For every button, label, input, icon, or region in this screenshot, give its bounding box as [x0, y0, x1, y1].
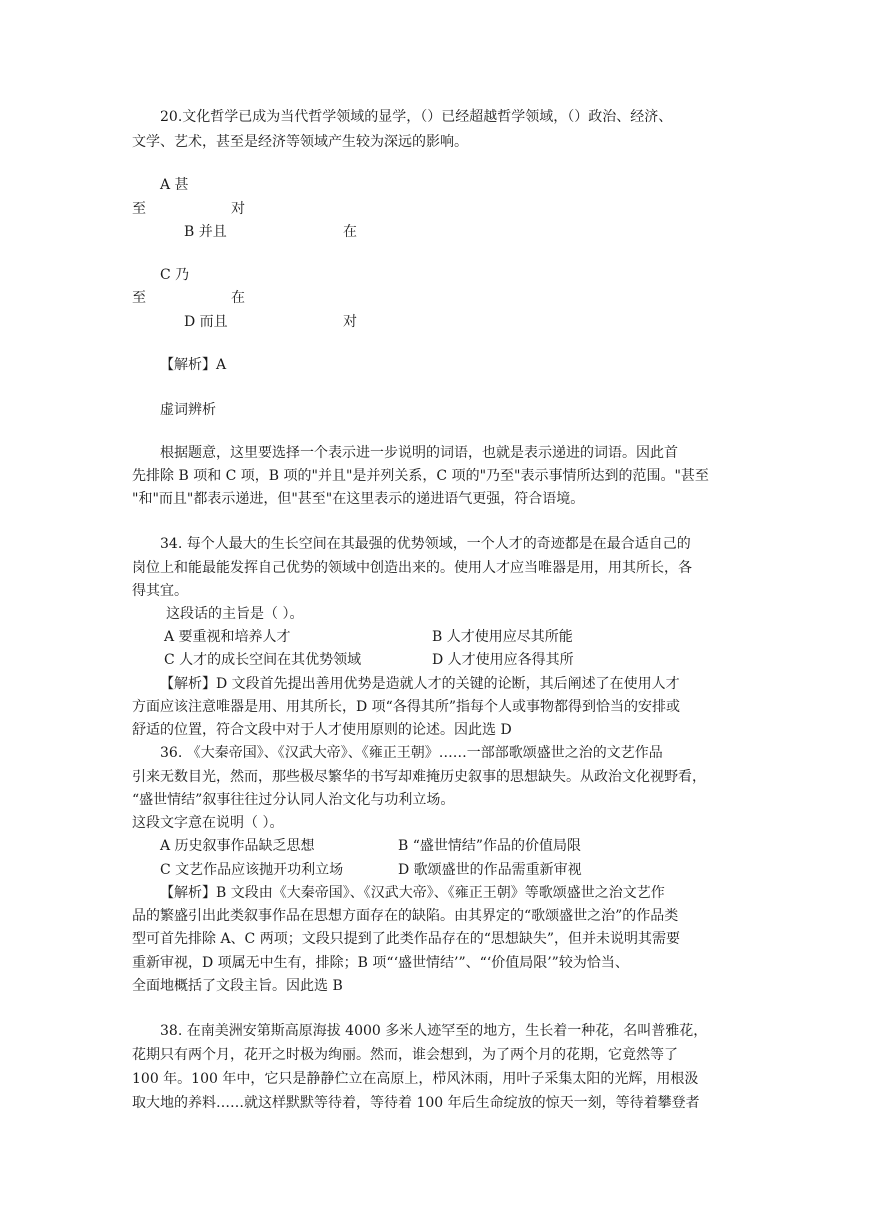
q20-stem-line-2: 文学、艺术，甚至是经济等领域产生较为深远的影响。	[132, 134, 468, 150]
q36-question: 这段文字意在说明（ ）。	[132, 815, 284, 831]
q20-option-d-second-word: 对	[343, 314, 357, 330]
q34-option-c: C 人才的成长空间在其优势领域	[164, 652, 362, 668]
q36-explanation-line-1: 【解析】B 文段由《大秦帝国》、《汉武大帝》、《雍正王朝》等歌颂盛世之治文艺作	[160, 885, 665, 901]
q20-option-c: C 乃	[160, 267, 190, 283]
q34-explanation-line-1: 【解析】D 文段首先提出善用优势是造就人才的关键的论断，其后阐述了在使用人才	[160, 676, 680, 692]
q34-explanation-line-2: 方面应该注意唯器是用、用其所长，D 项“各得其所”指每个人或事物都得到恰当的安排或	[132, 699, 680, 715]
q20-option-b: B 并且	[184, 224, 227, 240]
q20-option-c-continued: 至	[132, 290, 146, 306]
q20-option-a-continued: 至	[132, 201, 146, 217]
q20-option-d: D 而且	[184, 314, 228, 330]
q20-explanation-line-1: 根据题意，这里要选择一个表示进一步说明的词语，也就是表示递进的词语。因此首	[160, 445, 678, 461]
q20-answer: 【解析】A	[160, 357, 227, 373]
q20-option-b-second-word: 在	[343, 224, 357, 240]
q36-explanation-line-4: 重新审视，D 项属无中生有，排除；B 项“‘盛世情结’”、“‘价值局限’”较为恰当、	[132, 955, 629, 971]
q38-stem-line-2: 花期只有两个月，花开之时极为绚丽。然而，谁会想到，为了两个月的花期，它竟然等了	[132, 1047, 678, 1063]
q34-option-d: D 人才使用应各得其所	[432, 652, 574, 668]
q38-stem-line-3: 100 年。100 年中，它只是静静伫立在高原上，栉风沐雨，用叶子采集太阳的光辉，用根汲	[132, 1071, 699, 1087]
q20-option-a: A 甚	[160, 177, 189, 193]
q20-explanation-line-3: "和"而且"都表示递进，但"甚至"在这里表示的递进语气更强，符合语境。	[132, 491, 585, 507]
q20-option-a-second-word: 对	[231, 201, 245, 217]
q34-option-b: B 人才使用应尽其所能	[432, 629, 573, 645]
q38-stem-line-1: 38. 在南美洲安第斯高原海拔 4000 多米人迹罕至的地方，生长着一种花，名叫普雅花，	[160, 1023, 708, 1039]
q20-option-c-second-word: 在	[231, 290, 245, 306]
q34-option-a: A 要重视和培养人才	[164, 629, 291, 645]
q38-stem-line-4: 取大地的养料……就这样默默等待着，等待着 100 年后生命绽放的惊天一刻，等待着攀登者	[132, 1095, 700, 1111]
q34-explanation-line-3: 舒适的位置，符合文段中对于人才使用原则的论述。因此选 D	[132, 722, 512, 738]
q36-stem-line-3: “盛世情结”叙事往往过分认同人治文化与功利立场。	[132, 792, 455, 808]
q36-option-b: B “盛世情结”作品的价值局限	[398, 838, 582, 854]
q34-stem-line-1: 34. 每个人最大的生长空间在其最强的优势领域，一个人才的奇迹都是在最合适自己的	[160, 536, 691, 552]
q20-topic: 虚词辨析	[160, 402, 216, 418]
q36-explanation-line-3: 型可首先排除 A、C 两项；文段只提到了此类作品存在的“思想缺失”，但并未说明其需要	[132, 931, 681, 947]
q34-stem-line-3: 得其宜。	[132, 583, 188, 599]
q20-explanation-line-2: 先排除 B 项和 C 项，B 项的"并且"是并列关系，C 项的"乃至"表示事情所达到的范围。"甚至	[132, 468, 709, 484]
q36-option-d: D 歌颂盛世的作品需重新审视	[398, 862, 582, 878]
q36-stem-line-2: 引来无数目光，然而，那些极尽繁华的书写却难掩历史叙事的思想缺失。从政治文化视野看，	[132, 769, 706, 785]
q36-explanation-line-2: 品的繁盛引出此类叙事作品在思想方面存在的缺陷。由其界定的“歌颂盛世之治”的作品类	[132, 908, 679, 924]
q34-stem-line-2: 岗位上和能最能发挥自己优势的领域中创造出来的。使用人才应当唯器是用，用其所长，各	[132, 560, 692, 576]
q36-option-c: C 文艺作品应该抛开功利立场	[160, 862, 344, 878]
q34-question: 这段话的主旨是（ ）。	[166, 606, 304, 622]
q20-stem-line-1: 20.文化哲学已成为当代哲学领域的显学，（）已经超越哲学领域，（）政治、经济、	[160, 109, 673, 125]
q36-option-a: A 历史叙事作品缺乏思想	[160, 838, 315, 854]
q36-explanation-line-5: 全面地概括了文段主旨。因此选 B	[132, 978, 343, 994]
q36-stem-line-1: 36. 《大秦帝国》、《汉武大帝》、《雍正王朝》……一部部歌颂盛世之治的文艺作品	[160, 745, 663, 761]
